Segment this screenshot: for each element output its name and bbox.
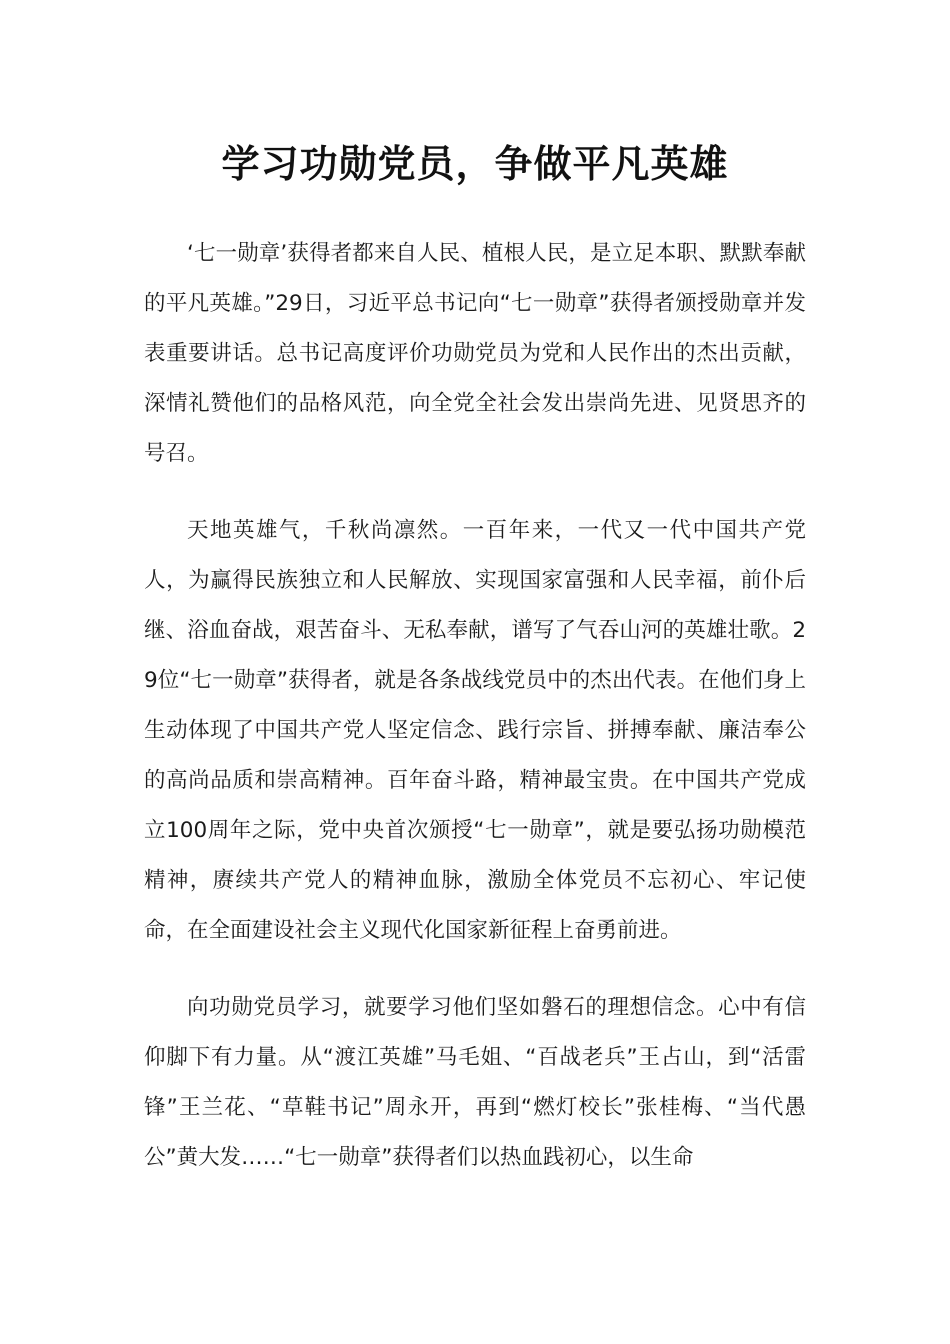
paragraph-2: 天地英雄气，千秋尚凛然。一百年来，一代又一代中国共产党人，为赢得民族独立和人民解放、实现国家富强和人民幸福，前仆后继、浴血奋战，艰苦奋斗、无私奉献，谱写了气吞山河的英雄壮歌。29位“七一勋章”获得者，就是各条战线党员中的杰出代表。在他们身上生动体现了中国共产党人坚定信念、践行宗旨、拼搏奉献、廉洁奉公的高尚品质和崇高精神。百年奋斗路，精神最宝贵。在中国共产党成立100周年之际，党中央首次颁授“七一勋章”，就是要弘扬功勋模范精神，赓续共产党人的精神血脉，激励全体党员不忘初心、牢记使命，在全面建设社会主义现代化国家新征程上奋勇前进。 <box>144 518 806 943</box>
paragraph-1: ‘七一勋章’获得者都来自人民、植根人民，是立足本职、默默奉献的平凡英雄。”29日，习近平总书记向“七一勋章”获得者颁授勋章并发表重要讲话。总书记高度评价功勋党员为党和人民作出的杰出贡献，深情礼赞他们的品格风范，向全党全社会发出崇尚先进、见贤思齐的号召。 <box>144 241 806 466</box>
document-title: 学习功勋党员，争做平凡英雄 <box>221 142 729 186</box>
paragraph-3: 向功勋党员学习，就要学习他们坚如磐石的理想信念。心中有信仰脚下有力量。从“渡江英雄”马毛姐、“百战老兵”王占山，到“活雷锋”王兰花、“草鞋书记”周永开，再到“燃灯校长”张桂梅、“当代愚公”黄大发……“七一勋章”获得者们以热血践初心，以生命 <box>144 995 806 1170</box>
